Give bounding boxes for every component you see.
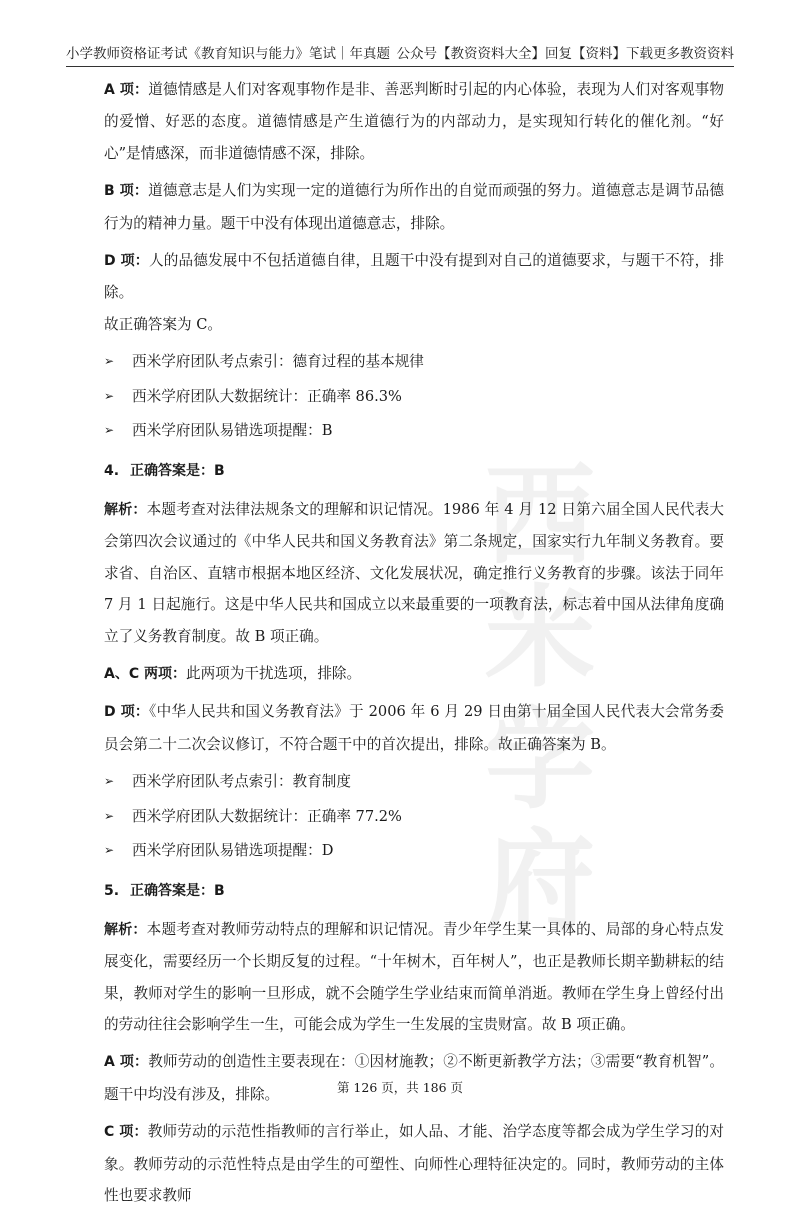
option-label: C 项： [104,1124,148,1141]
option-explanation: C 项：教师劳动的示范性指教师的言行举止，如人品、才能、治学态度等都会成为学生学习的对象。教师劳动的示范性特点是由学生的可塑性、向师性心理特征决定的。同时，教师劳动的主体性也要求教师 [104,1123,724,1204]
question-heading [104,876,724,907]
arrow-bullet-icon: ➢ [104,808,115,823]
page-header [66,44,734,67]
watermark: 西米学府 [485,452,591,946]
option-label: A、C 两项： [104,665,186,682]
option-label: A 项： [104,82,149,98]
document-body [104,74,724,1217]
question-answer: 正确答案是：B [130,883,225,900]
option-label: D 项： [104,704,150,721]
bullet-item: ➢ 西米学府团队考点索引：教育制度 [104,766,724,797]
arrow-bullet-icon: ➢ [104,842,115,857]
option-label: A 项： [104,1054,149,1071]
answer-conclusion: 故正确答案为 C。 [104,315,222,333]
question-answer: 正确答案是：B [130,463,225,480]
option-label: B 项： [104,183,149,200]
bullet-item: ➢ 西米学府团队考点索引：德育过程的基本规律 [104,346,724,377]
page-number: 第 126 页，共 186 页 [336,1080,464,1095]
header-promo: 公众号【教资资料大全】回复【资料】下载更多教资资料 [396,46,734,62]
analysis-label: 解析： [104,921,147,938]
analysis: 解析：本题考查对法律法规条文的理解和识记情况。1986 年 4 月 12 日第六届全国人民代表大会第四次会议通过的《中华人民共和国义务教育法》第二条规定，国家实行九年制义务教育。要求省、自治区、直辖市根据本地区经济、文化发展状况，确定推行义务教育的步骤。该法于同年 7 月 1 日起施行。这是中华人民共和国成立以来最重要的一项教育法，标志着中国从法律角度确立了义务教育制度。故 B 项正确。 [104,500,724,645]
option-explanation: B 项：道德意志是人们为实现一定的道德行为所作出的自觉而顽强的努力。道德意志是调节品德行为的精神力量。题干中没有体现出道德意志，排除。 [104,182,724,232]
option-label: D 项： [104,253,149,270]
header-title: 小学教师资格证考试《教育知识与能力》笔试｜年真题 [66,46,390,62]
arrow-bullet-icon: ➢ [104,423,115,438]
bullet-item: ➢ 西米学府团队大数据统计：正确率 77.2% [104,801,724,832]
question-heading [104,456,724,487]
option-explanation: D 项：《中华人民共和国义务教育法》于 2006 年 6 月 29 日由第十届全国人民代表大会常务委员会第二十二次会议修订，不符合题干中的首次提出，排除。故正确答案为 B。 [104,703,724,753]
option-explanation: A、C 两项：此两项为干扰选项，排除。 [104,664,362,682]
page-footer [0,1078,800,1096]
bullet-item: ➢ 西米学府团队易错选项提醒：B [104,415,724,446]
arrow-bullet-icon: ➢ [104,388,115,403]
arrow-bullet-icon: ➢ [104,774,115,789]
option-explanation: D 项：人的品德发展中不包括道德自律，且题干中没有提到对自己的道德要求，与题干不符，排除。 [104,252,724,302]
analysis-label: 解析： [104,501,147,518]
arrow-bullet-icon: ➢ [104,354,115,369]
analysis: 解析：本题考查对教师劳动特点的理解和识记情况。青少年学生某一具体的、局部的身心特点发展变化，需要经历一个长期反复的过程。“十年树木，百年树人”，也正是教师长期辛勤耕耘的结果，教师对学生的影响一旦形成，就不会随学生学业结束而简单消逝。教师在学生身上曾经付出的劳动往往会影响学生一生，可能会成为学生一生发展的宝贵财富。故 B 项正确。 [104,920,724,1033]
option-explanation: A 项：道德情感是人们对客观事物作是非、善恶判断时引起的内心体验，表现为人们对客观事物的爱憎、好恶的态度。道德情感是产生道德行为的内部动力，是实现知行转化的催化剂。“好心”是情感深，而非道德情感不深，排除。 [104,81,724,162]
bullet-item: ➢ 西米学府团队大数据统计：正确率 86.3% [104,381,724,412]
question-number: 5. [104,883,120,900]
option-explanation: A 项：教师劳动的创造性主要表现在：①因材施教；②不断更新教学方法；③需要“教育机智”。题干中均没有涉及，排除。 [104,1053,724,1103]
bullet-item: ➢ 西米学府团队易错选项提醒：D [104,835,724,866]
question-number: 4. [104,463,120,480]
